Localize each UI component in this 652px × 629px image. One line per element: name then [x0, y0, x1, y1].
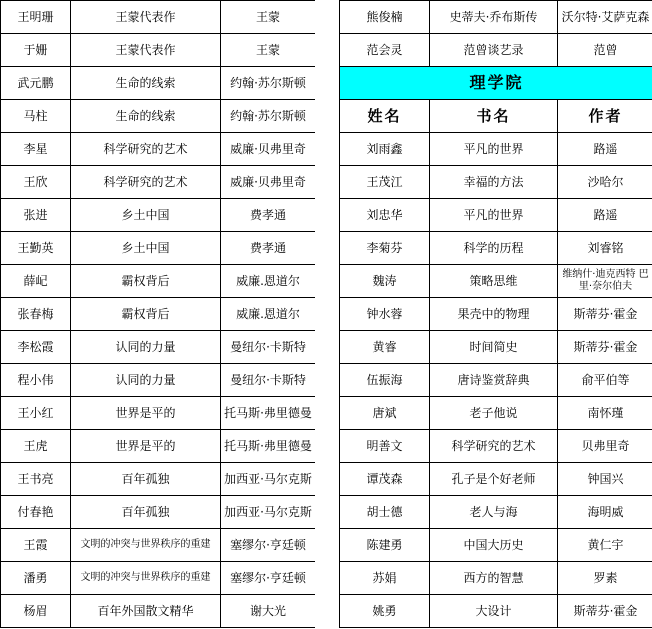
author-cell: 费孝通 [221, 199, 316, 232]
book-cell: 文明的冲突与世界秩序的重建 [71, 529, 221, 562]
author-cell: 维纳什·迪克西特 巴里·奈尔伯夫 [558, 265, 652, 298]
book-cell: 百年孤独 [71, 496, 221, 529]
header-author: 作者 [558, 100, 652, 133]
book-cell: 中国大历史 [430, 529, 558, 562]
book-cell: 生命的线索 [71, 100, 221, 133]
book-cell: 老子他说 [430, 397, 558, 430]
table-row [340, 397, 652, 430]
author-cell: 斯蒂芬·霍金 [558, 595, 652, 628]
table-row [1, 298, 316, 331]
table-row [340, 199, 652, 232]
name-cell: 胡士德 [340, 496, 430, 529]
column-gap [315, 0, 339, 629]
table-row [340, 265, 652, 298]
name-cell: 付春艳 [1, 496, 71, 529]
table-row [1, 397, 316, 430]
name-cell: 姚勇 [340, 595, 430, 628]
author-cell: 范曾 [558, 34, 652, 67]
author-cell: 黄仁宇 [558, 529, 652, 562]
book-cell: 唐诗鉴赏辞典 [430, 364, 558, 397]
table-row [1, 133, 316, 166]
table-row [340, 562, 652, 595]
name-cell: 王茂江 [340, 166, 430, 199]
table-row [340, 331, 652, 364]
author-cell: 贝弗里奇 [558, 430, 652, 463]
name-cell: 明善文 [340, 430, 430, 463]
author-cell: 谢大光 [221, 595, 316, 628]
book-cell: 孔子是个好老师 [430, 463, 558, 496]
author-cell: 刘睿铭 [558, 232, 652, 265]
name-cell: 张进 [1, 199, 71, 232]
name-cell: 唐斌 [340, 397, 430, 430]
book-cell: 霸权背后 [71, 265, 221, 298]
name-cell: 武元鹏 [1, 67, 71, 100]
table-row [340, 463, 652, 496]
table-row [1, 496, 316, 529]
author-cell: 沙哈尔 [558, 166, 652, 199]
left-table [0, 0, 316, 628]
name-cell: 王霞 [1, 529, 71, 562]
book-cell: 平凡的世界 [430, 199, 558, 232]
table-row [1, 100, 316, 133]
book-cell: 西方的智慧 [430, 562, 558, 595]
right-table-body [340, 1, 652, 628]
book-cell: 生命的线索 [71, 67, 221, 100]
author-cell: 海明威 [558, 496, 652, 529]
book-cell: 世界是平的 [71, 430, 221, 463]
author-cell: 斯蒂芬·霍金 [558, 331, 652, 364]
book-cell: 老人与海 [430, 496, 558, 529]
book-cell: 乡土中国 [71, 199, 221, 232]
book-cell: 王蒙代表作 [71, 34, 221, 67]
table-row [1, 265, 316, 298]
name-cell: 程小伟 [1, 364, 71, 397]
author-cell: 加西亚·马尔克斯 [221, 463, 316, 496]
book-cell: 范曾谈艺录 [430, 34, 558, 67]
book-cell: 科学的历程 [430, 232, 558, 265]
book-cell: 科学研究的艺术 [71, 133, 221, 166]
author-cell: 俞平伯等 [558, 364, 652, 397]
author-cell: 曼纽尔·卡斯特 [221, 331, 316, 364]
college-title: 理学院 [340, 67, 652, 100]
name-cell: 熊俊楠 [340, 1, 430, 34]
author-cell: 威廉.恩道尔 [221, 298, 316, 331]
left-table-body [1, 1, 316, 628]
table-row [340, 430, 652, 463]
header-row [340, 100, 652, 133]
name-cell: 刘忠华 [340, 199, 430, 232]
name-cell: 刘雨鑫 [340, 133, 430, 166]
name-cell: 王欣 [1, 166, 71, 199]
author-cell: 钟国兴 [558, 463, 652, 496]
book-cell: 百年外国散文精华 [71, 595, 221, 628]
author-cell: 托马斯·弗里德曼 [221, 397, 316, 430]
table-row [340, 34, 652, 67]
book-cell: 世界是平的 [71, 397, 221, 430]
book-cell: 乡土中国 [71, 232, 221, 265]
table-row [1, 463, 316, 496]
book-cell: 文明的冲突与世界秩序的重建 [71, 562, 221, 595]
author-cell: 加西亚·马尔克斯 [221, 496, 316, 529]
author-cell: 王蒙 [221, 34, 316, 67]
table-row [340, 166, 652, 199]
table-row [1, 67, 316, 100]
name-cell: 陈建勇 [340, 529, 430, 562]
author-cell: 王蒙 [221, 1, 316, 34]
name-cell: 黄睿 [340, 331, 430, 364]
author-cell: 托马斯·弗里德曼 [221, 430, 316, 463]
book-cell: 认同的力量 [71, 364, 221, 397]
author-cell: 威廉.恩道尔 [221, 265, 316, 298]
name-cell: 范会灵 [340, 34, 430, 67]
book-cell: 策略思维 [430, 265, 558, 298]
book-cell: 果壳中的物理 [430, 298, 558, 331]
name-cell: 王虎 [1, 430, 71, 463]
name-cell: 张春梅 [1, 298, 71, 331]
header-name: 姓名 [340, 100, 430, 133]
table-row [340, 364, 652, 397]
book-cell: 平凡的世界 [430, 133, 558, 166]
author-cell: 路遥 [558, 133, 652, 166]
book-cell: 霸权背后 [71, 298, 221, 331]
college-title-row [340, 67, 652, 100]
table-row [340, 595, 652, 628]
table-row [1, 595, 316, 628]
name-cell: 钟水蓉 [340, 298, 430, 331]
table-row [1, 1, 316, 34]
name-cell: 马柱 [1, 100, 71, 133]
name-cell: 谭茂森 [340, 463, 430, 496]
table-row [1, 430, 316, 463]
author-cell: 约翰·苏尔斯顿 [221, 67, 316, 100]
name-cell: 王小红 [1, 397, 71, 430]
book-cell: 科学研究的艺术 [430, 430, 558, 463]
author-cell: 斯蒂芬·霍金 [558, 298, 652, 331]
book-cell: 百年孤独 [71, 463, 221, 496]
author-cell: 威廉·贝弗里奇 [221, 166, 316, 199]
author-cell: 塞缪尔·亨廷顿 [221, 529, 316, 562]
book-cell: 王蒙代表作 [71, 1, 221, 34]
table-row [340, 298, 652, 331]
book-cell: 时间简史 [430, 331, 558, 364]
book-cell: 幸福的方法 [430, 166, 558, 199]
author-cell: 罗素 [558, 562, 652, 595]
book-cell: 认同的力量 [71, 331, 221, 364]
name-cell: 杨眉 [1, 595, 71, 628]
name-cell: 李星 [1, 133, 71, 166]
table-row [340, 133, 652, 166]
table-row [340, 529, 652, 562]
table-row [340, 1, 652, 34]
book-cell: 科学研究的艺术 [71, 166, 221, 199]
name-cell: 于姗 [1, 34, 71, 67]
table-row [1, 34, 316, 67]
table-row [1, 331, 316, 364]
name-cell: 李松霞 [1, 331, 71, 364]
author-cell: 路遥 [558, 199, 652, 232]
book-cell: 大设计 [430, 595, 558, 628]
author-cell: 费孝通 [221, 232, 316, 265]
author-cell: 威廉·贝弗里奇 [221, 133, 316, 166]
name-cell: 魏涛 [340, 265, 430, 298]
name-cell: 潘勇 [1, 562, 71, 595]
name-cell: 李菊芬 [340, 232, 430, 265]
name-cell: 苏娟 [340, 562, 430, 595]
table-row [1, 199, 316, 232]
author-cell: 南怀瑾 [558, 397, 652, 430]
author-cell: 曼纽尔·卡斯特 [221, 364, 316, 397]
header-book: 书名 [430, 100, 558, 133]
table-row [1, 364, 316, 397]
table-row [1, 529, 316, 562]
name-cell: 薛屺 [1, 265, 71, 298]
table-row [340, 496, 652, 529]
name-cell: 王明珊 [1, 1, 71, 34]
book-cell: 史蒂夫·乔布斯传 [430, 1, 558, 34]
author-cell: 沃尔特·艾萨克森 [558, 1, 652, 34]
author-cell: 塞缪尔·亨廷顿 [221, 562, 316, 595]
table-row [340, 232, 652, 265]
name-cell: 伍振海 [340, 364, 430, 397]
name-cell: 王书亮 [1, 463, 71, 496]
table-row [1, 562, 316, 595]
table-row [1, 166, 316, 199]
right-table [339, 0, 652, 628]
name-cell: 王勤英 [1, 232, 71, 265]
table-row [1, 232, 316, 265]
author-cell: 约翰·苏尔斯顿 [221, 100, 316, 133]
